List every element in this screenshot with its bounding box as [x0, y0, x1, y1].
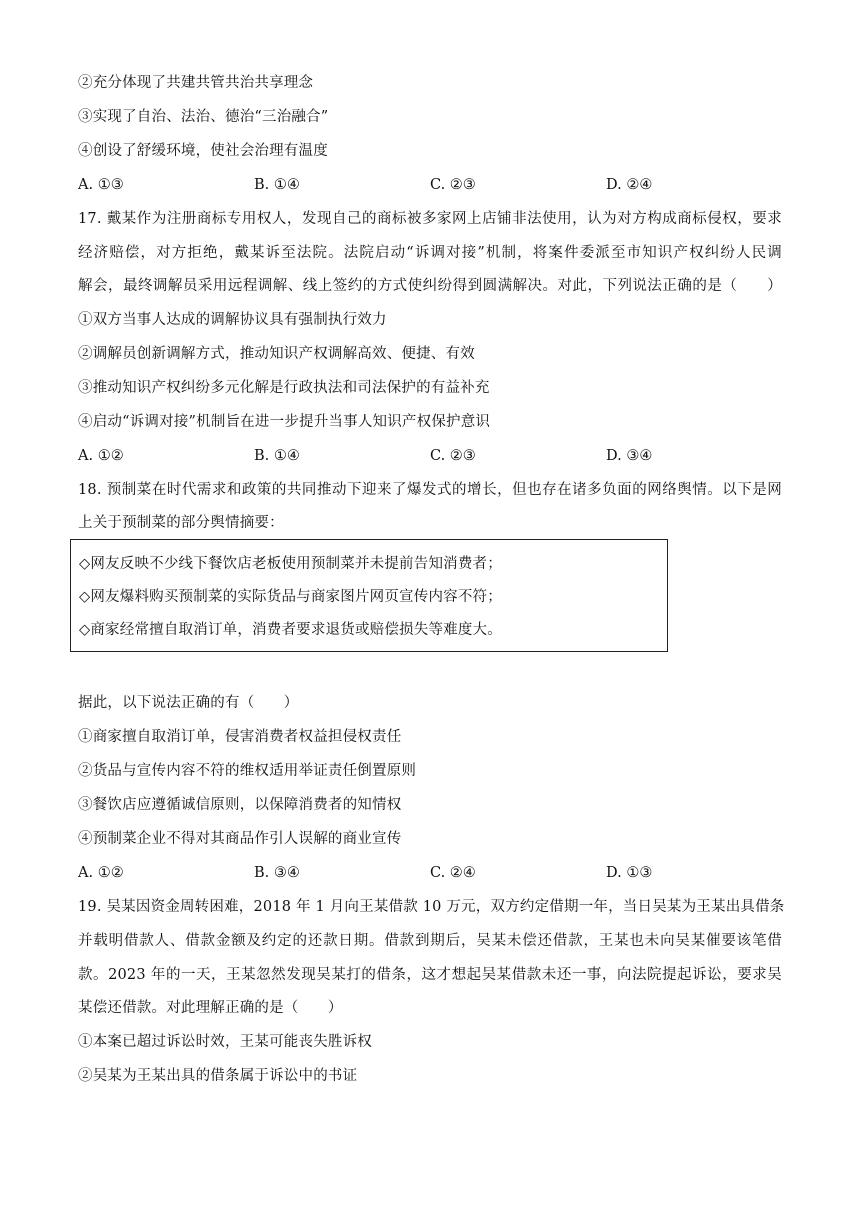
q17-stem-line-2: 经济赔偿，对方拒绝，戴某诉至法院。法院启动“诉调对接”机制，将案件委派至市知识产权纠纷人民调 [78, 245, 782, 261]
q18-option-b[interactable]: B. ③④ [254, 865, 300, 881]
q19-item-2: ②吴某为王某出具的借条属于诉讼中的书证 [78, 1068, 358, 1084]
q17-option-b[interactable]: B. ①④ [254, 448, 300, 464]
q18-item-1: ①商家擅自取消订单，侵害消费者权益担侵权责任 [78, 729, 402, 745]
q16-item-4: ④创设了舒缓环境，使社会治理有温度 [78, 143, 328, 159]
q18-option-c[interactable]: C. ②④ [430, 865, 476, 881]
q17-option-d[interactable]: D. ③④ [606, 448, 653, 464]
q16-option-a[interactable]: A. ①③ [78, 177, 124, 193]
q17-option-a[interactable]: A. ①② [78, 448, 124, 464]
q17-item-4: ④启动“诉调对接”机制旨在进一步提升当事人知识产权保护意识 [78, 414, 491, 430]
q16-option-c[interactable]: C. ②③ [430, 177, 476, 193]
q18-options [78, 863, 782, 883]
q18-option-a[interactable]: A. ①② [78, 865, 124, 881]
q18-item-2: ②货品与宣传内容不符的维权适用举证责任倒置原则 [78, 763, 417, 779]
q17-option-c[interactable]: C. ②③ [430, 448, 476, 464]
q18-option-d[interactable]: D. ①③ [606, 865, 653, 881]
q18-item-4: ④预制菜企业不得对其商品作引人误解的商业宣传 [78, 831, 402, 847]
q19-stem-line-1: 19. 吴某因资金周转困难，2018 年 1 月向王某借款 10 万元，双方约定借期一年，当日吴某为王某出具借条 [78, 899, 785, 915]
q17-stem-line-3: 解会，最终调解员采用远程调解、线上签约的方式使纠纷得到圆满解决。对此，下列说法正确的是（ ） [78, 278, 782, 294]
q18-opinion-summary-box [70, 539, 668, 652]
q19-stem-line-2: 并载明借款人、借款金额及约定的还款日期。借款到期后，吴某未偿还借款，王某也未向吴某催要该笔借 [78, 933, 782, 949]
q16-options [78, 175, 782, 195]
q18-item-3: ③餐饮店应遵循诚信原则，以保障消费者的知情权 [78, 797, 402, 813]
q17-item-2: ②调解员创新调解方式，推动知识产权调解高效、便捷、有效 [78, 346, 475, 362]
q18-stem-line-1: 18. 预制菜在时代需求和政策的共同推动下迎来了爆发式的增长，但也存在诸多负面的网络舆情。以下是网 [78, 482, 782, 498]
q18-box-line-3: ◇商家经常擅自取消订单，消费者要求退货或赔偿损失等难度大。 [79, 622, 502, 638]
q18-box-line-1: ◇网友反映不少线下餐饮店老板使用预制菜并未提前告知消费者； [79, 556, 502, 572]
q18-box-line-2: ◇网友爆料购买预制菜的实际货品与商家图片网页宣传内容不符； [79, 589, 502, 605]
q16-item-2: ②充分体现了共建共管共治共享理念 [78, 75, 314, 91]
q16-option-d[interactable]: D. ②④ [606, 177, 653, 193]
q16-option-b[interactable]: B. ①④ [254, 177, 300, 193]
q19-stem-line-4: 某偿还借款。对此理解正确的是（ ） [78, 1000, 343, 1016]
q18-stem-line-2: 上关于预制菜的部分舆情摘要： [78, 515, 284, 531]
q17-options [78, 446, 782, 466]
q17-stem-line-1: 17. 戴某作为注册商标专用权人，发现自己的商标被多家网上店铺非法使用，认为对方构成商标侵权，要求 [78, 211, 782, 227]
q17-item-1: ①双方当事人达成的调解协议具有强制执行效力 [78, 312, 387, 328]
q17-item-3: ③推动知识产权纠纷多元化解是行政执法和司法保护的有益补充 [78, 380, 490, 396]
q18-question: 据此，以下说法正确的有（ ） [78, 695, 299, 711]
q16-item-3: ③实现了自治、法治、德治“三治融合” [78, 109, 329, 125]
q19-stem-line-3: 款。2023 年的一天，王某忽然发现吴某打的借条，这才想起吴某借款未还一事，向法院提起诉讼，要求吴 [78, 967, 782, 983]
q19-item-1: ①本案已超过诉讼时效，王某可能丧失胜诉权 [78, 1034, 372, 1050]
